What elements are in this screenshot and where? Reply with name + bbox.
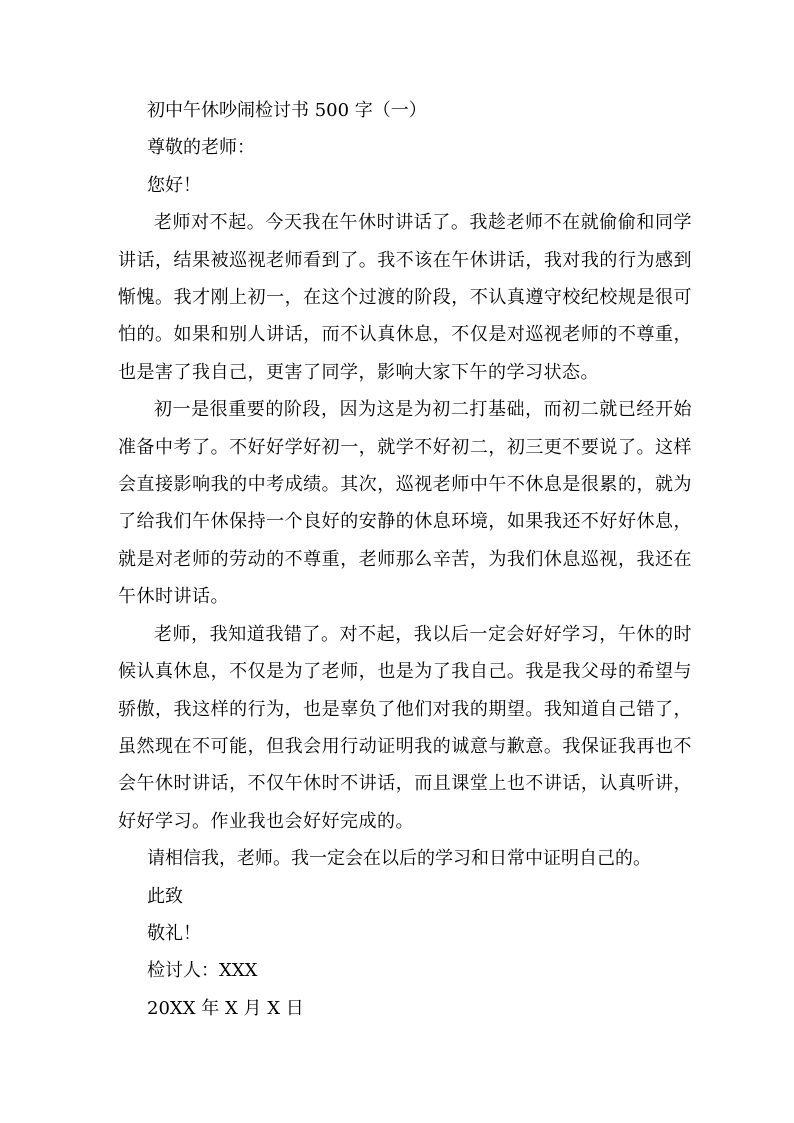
- closing-jing-li: 敬礼！: [147, 922, 201, 944]
- body-paragraph-1: 老师对不起。今天我在午休时讲话了。我趁老师不在就偷偷和同学讲话，结果被巡视老师看到了。我不该在午休讲话，我对我的行为感到惭愧。我才刚上初一，在这个过渡的阶段，不认真遵守校纪校规是很可怕的。如果和别人讲话，而不认真休息，不仅是对巡视老师的不尊重，也是害了我自己，更害了同学，影响大家下午的学习状态。: [118, 212, 692, 383]
- date: 20XX 年 X 月 X 日: [147, 997, 304, 1019]
- greeting: 您好！: [147, 174, 201, 196]
- signature: 检讨人：XXX: [147, 960, 258, 982]
- salutation: 尊敬的老师：: [147, 137, 255, 159]
- body-paragraph-3: 老师，我知道我错了。对不起，我以后一定会好好学习，午休的时候认真休息，不仅是为了老师，也是为了我自己。我是我父母的希望与骄傲，我这样的行为，也是辜负了他们对我的期望。我知道自己错了，虽然现在不可能，但我会用行动证明我的诚意与歉意。我保证我再也不会午休时讲话，不仅午休时不讲话，而且课堂上也不讲话，认真听讲，好好学习。作业我也会好好完成的。: [118, 623, 692, 832]
- document-body: [118, 92, 692, 1027]
- closing-ci-zhi: 此致: [147, 885, 183, 907]
- document-title: 初中午休吵闹检讨书 500 字（一）: [147, 100, 427, 121]
- body-paragraph-2: 初一是很重要的阶段，因为这是为初二打基础，而初二就已经开始准备中考了。不好好学好初一，就学不好初二，初三更不要说了。这样会直接影响我的中考成绩。其次，巡视老师中午不休息是很累的，就为了给我们午休保持一个良好的安静的休息环境，如果我还不好好休息，就是对老师的劳动的不尊重，老师那么辛苦，为我们休息巡视，我还在午休时讲话。: [118, 399, 692, 608]
- closing-paragraph: 请相信我，老师。我一定会在以后的学习和日常中证明自己的。: [147, 848, 651, 870]
